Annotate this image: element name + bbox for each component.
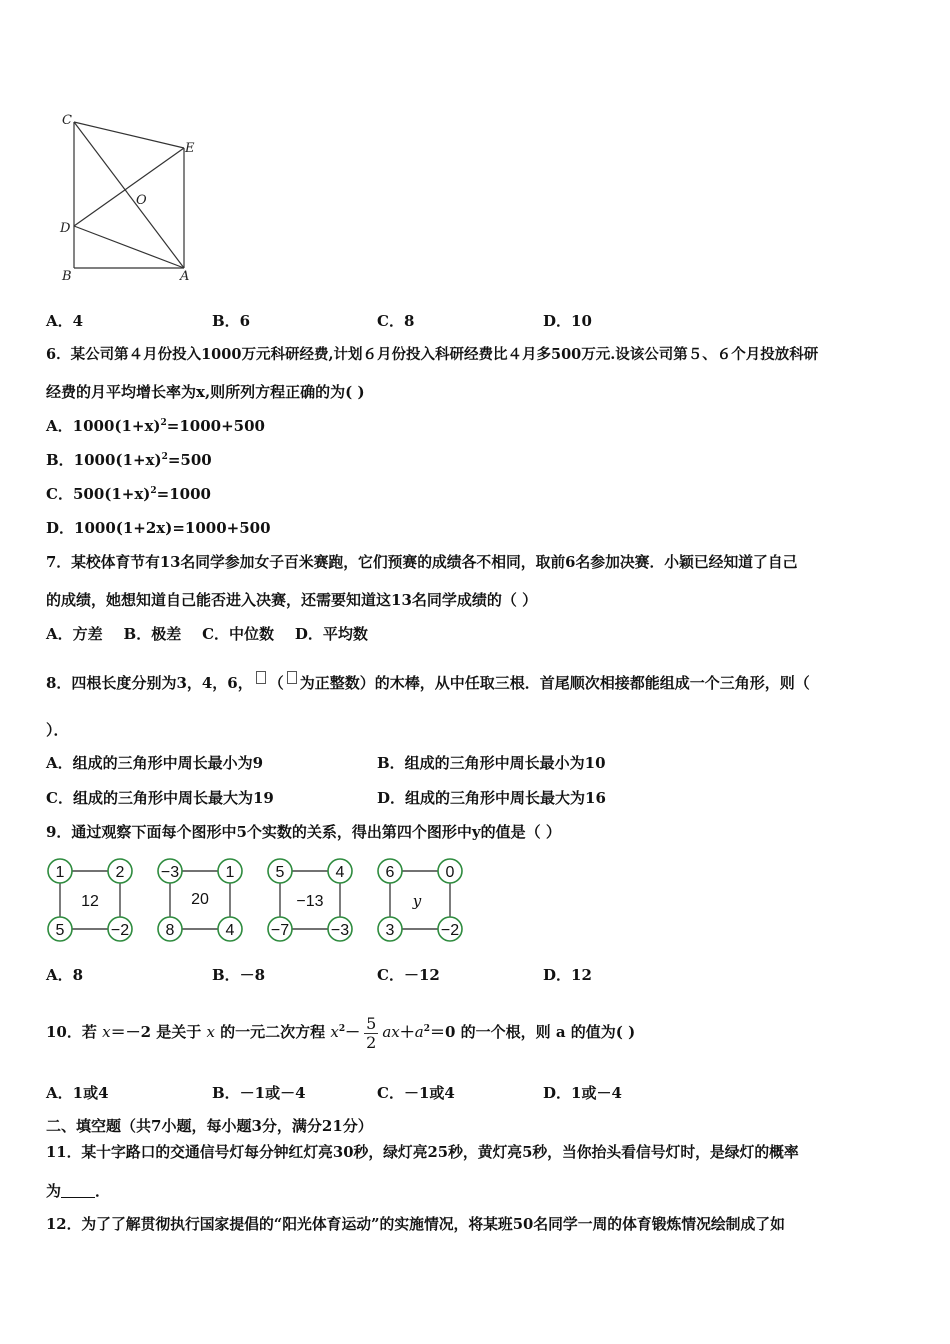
q9-stem: 9．通过观察下面每个图形中5个实数的关系，得出第四个图形中y的值是（ ） [46, 823, 561, 841]
q9-option-d: D．12 [543, 966, 592, 984]
fraction-five-halves: $\frac{5}{2}$ [366, 1013, 377, 1052]
q5-option-a: A．4 [46, 312, 84, 330]
fig2-bottom-right: 4 [225, 922, 235, 939]
q10-stem: 10．若 x＝－2 是关于 x 的一元二次方程 $x^2-$ $\frac{5}{2}$ $ax+a^2=0$ 的一个根，则 a 的值为( ) [46, 1013, 636, 1052]
missing-glyph-icon [256, 671, 266, 684]
q9-figure-3 [268, 859, 352, 941]
q9-option-a: A．8 [46, 966, 84, 984]
q5-option-c: C．8 [377, 312, 415, 330]
segment-de [74, 148, 184, 226]
q11-stem-line2: 为 ． [46, 1182, 111, 1200]
fig1-bottom-right: −2 [110, 922, 130, 939]
fig2-top-left: −3 [160, 864, 180, 881]
q10-option-a: A．1或4 [46, 1084, 109, 1102]
fig1-bottom-left: 5 [55, 922, 65, 939]
q10-option-b: B．－1或－4 [212, 1084, 306, 1102]
missing-glyph-icon [287, 671, 297, 684]
fig4-bottom-right: −2 [440, 922, 460, 939]
q8-option-a: A．组成的三角形中周长最小为9 [46, 754, 264, 772]
label-a: A [180, 269, 190, 284]
q6-option-a: A．$1000(1+x)^2=1000+500$ [46, 417, 265, 435]
q9-figure-2 [158, 859, 242, 941]
fig4-center: y [412, 892, 422, 910]
fig3-top-right: 4 [335, 864, 345, 881]
fig4-top-right: 0 [445, 864, 455, 881]
answer-blank[interactable] [61, 1183, 95, 1198]
fig4-bottom-left: 3 [385, 922, 395, 939]
q8-option-b: B．组成的三角形中周长最小为10 [377, 754, 606, 772]
q6-option-c: C．$500(1+x)^2=1000$ [46, 485, 211, 503]
fig1-top-left: 1 [55, 864, 65, 881]
q8-stem-line2: ）． [46, 721, 69, 739]
q11-stem-line1: 11．某十字路口的交通信号灯每分钟红灯亮30秒，绿灯亮25秒，黄灯亮5秒，当你抬头看信号灯时，是绿灯的概率 [46, 1144, 799, 1161]
q6-option-b: B．$1000(1+x)^2=500$ [46, 451, 212, 469]
fig2-top-right: 1 [225, 864, 235, 881]
q10-option-c: C．－1或4 [377, 1084, 455, 1102]
fig1-top-right: 2 [115, 864, 125, 881]
q5-option-b: B．6 [212, 312, 251, 330]
fig3-center: −13 [296, 893, 324, 910]
section-2-heading: 二、填空题（共7小题，每小题3分，满分21分） [46, 1117, 373, 1135]
label-d: D [60, 221, 71, 236]
q9-option-c: C．－12 [377, 966, 440, 984]
fig3-bottom-right: −3 [330, 922, 350, 939]
q8-stem-line1: 8．四根长度分别为3，4，6， （ 为正整数）的木棒，从中任取三根．首尾顺次相接都能组成一个三角形，则（ [46, 671, 810, 693]
q8-option-c: C．组成的三角形中周长最大为19 [46, 789, 274, 807]
fig2-center: 20 [191, 891, 209, 908]
geometry-figure [52, 108, 212, 288]
q6-option-d: D．1000(1+2x)=1000+500 [46, 519, 271, 537]
fig3-bottom-left: −7 [270, 922, 290, 939]
q7-stem-line1: 7．某校体育节有13名同学参加女子百米赛跑，它们预赛的成绩各不相同，取前6名参加决赛．小颖已经知道了自己 [46, 554, 798, 571]
fig2-bottom-left: 8 [165, 922, 175, 939]
fig1-center: 12 [81, 893, 99, 910]
q12-stem-line1: 12．为了了解贯彻执行国家提倡的“阳光体育运动”的实施情况，将某班50名同学一周的体育锻炼情况绘制成了如 [46, 1216, 785, 1233]
q7-options: A．方差 B．极差 C．中位数 D．平均数 [46, 625, 368, 643]
label-o: O [136, 193, 147, 208]
label-e: E [185, 141, 195, 156]
q9-figures [40, 852, 480, 948]
q9-figure-1 [48, 859, 132, 941]
q5-option-d: D．10 [543, 312, 592, 330]
label-c: C [62, 113, 72, 128]
fig4-top-left: 6 [385, 864, 395, 881]
q9-figure-4 [378, 859, 462, 941]
label-b: B [62, 269, 72, 284]
q9-option-b: B．－8 [212, 966, 266, 984]
q6-stem-line1: 6．某公司第４月份投入1000万元科研经费,计划６月份投入科研经费比４月多500万元.设该公司第５、６个月投放科研 [46, 346, 819, 363]
q7-stem-line2: 的成绩，她想知道自己能否进入决赛，还需要知道这13名同学成绩的（ ） [46, 591, 538, 609]
q6-stem-line2: 经费的月平均增长率为x,则所列方程正确的为( ) [46, 383, 365, 401]
q10-option-d: D．1或－4 [543, 1084, 622, 1102]
fig3-top-left: 5 [275, 864, 285, 881]
q8-option-d: D．组成的三角形中周长最大为16 [377, 789, 606, 807]
